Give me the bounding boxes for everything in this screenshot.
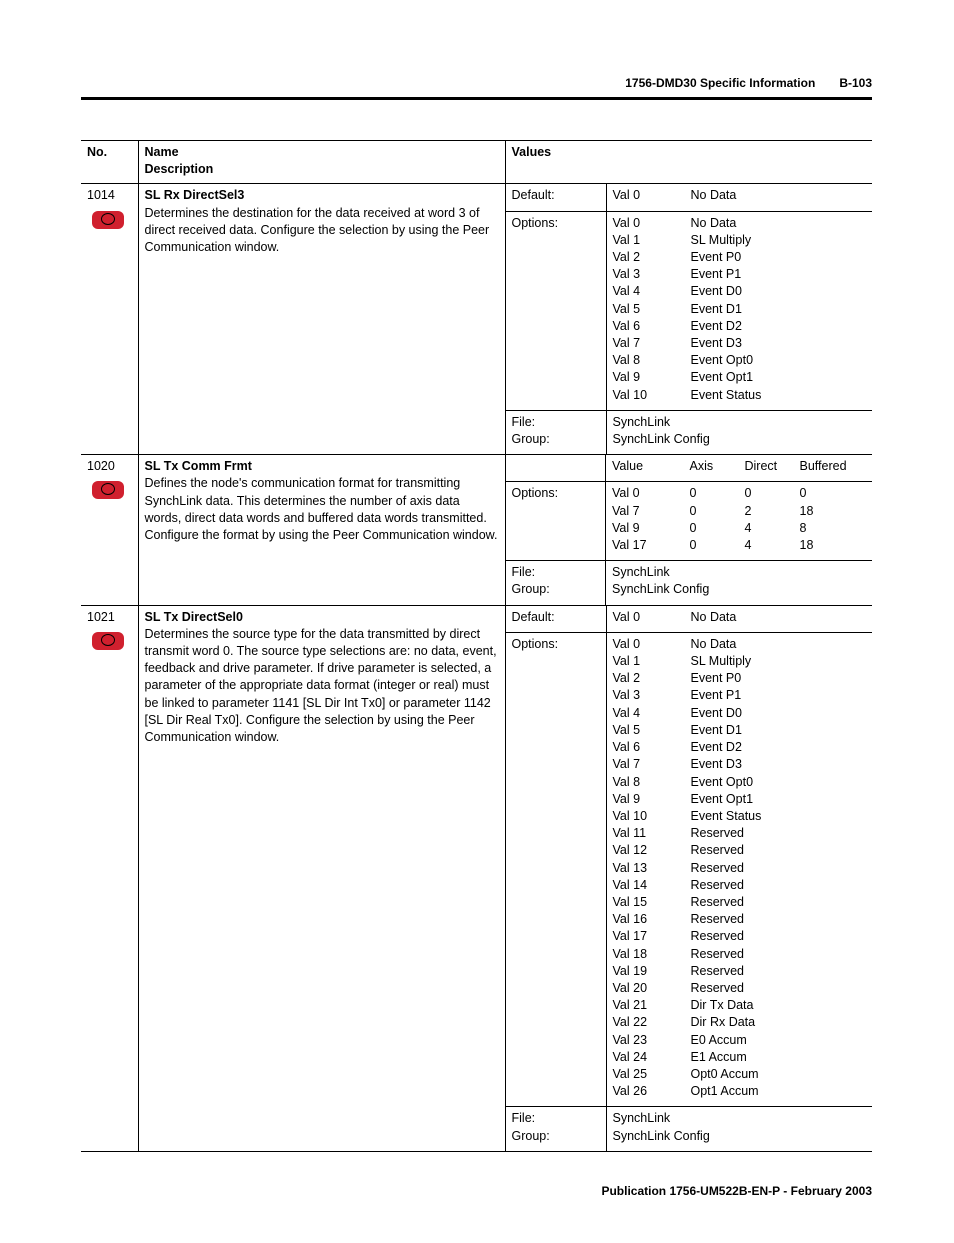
- list-item: Event Opt0: [690, 774, 754, 789]
- list-item: Val 2: [612, 250, 641, 265]
- format-direct: [739, 482, 794, 561]
- format-cell-value: Val 7: [612, 503, 640, 518]
- list-item: Val 4: [612, 284, 641, 299]
- list-item: Val 5: [612, 722, 641, 737]
- list-item: Val 0: [612, 636, 641, 651]
- list-item: Opt1 Accum: [690, 1084, 759, 1099]
- options-values: [606, 211, 685, 410]
- list-item: Val 3: [612, 688, 641, 703]
- options-row: [506, 482, 873, 561]
- list-item: Event D0: [690, 284, 742, 299]
- list-item: Val 22: [612, 1015, 648, 1030]
- format-cell-direct: 4: [744, 538, 752, 553]
- group-value: SynchLink Config: [612, 582, 710, 597]
- hdr-value: Value: [606, 455, 684, 482]
- list-item: Val 12: [612, 843, 648, 858]
- list-item: Event D3: [690, 757, 742, 772]
- format-cell-value: Val 17: [612, 538, 647, 553]
- list-item: Event P1: [690, 267, 742, 282]
- list-item: Opt0 Accum: [690, 1066, 759, 1081]
- file-label: File:: [511, 414, 536, 429]
- table-row: [81, 605, 872, 1151]
- list-item: Val 20: [612, 980, 648, 995]
- list-item: E1 Accum: [690, 1049, 747, 1064]
- list-item: Val 18: [612, 946, 648, 961]
- format-cell-axis: 0: [689, 503, 697, 518]
- list-item: Dir Rx Data: [690, 1015, 756, 1030]
- group-label: Group:: [511, 1128, 550, 1143]
- header-rule: [81, 97, 872, 100]
- empty-label: [506, 455, 606, 482]
- default-text: No Data: [685, 184, 873, 211]
- options-texts: [685, 632, 873, 1106]
- param-values-cell: [505, 455, 872, 605]
- list-item: Val 16: [612, 912, 648, 927]
- list-item: Val 13: [612, 860, 648, 875]
- format-cell-direct: 0: [744, 486, 752, 501]
- list-item: Reserved: [690, 912, 744, 927]
- publication-footer: Publication 1756-UM522B-EN-P - February 2003: [601, 1184, 872, 1198]
- format-cell-buffered: 18: [799, 503, 814, 518]
- group-label: Group:: [511, 582, 550, 597]
- list-item: Event D3: [690, 336, 742, 351]
- param-name: SL Tx Comm Frmt: [144, 459, 252, 474]
- list-item: Event D0: [690, 705, 742, 720]
- format-cell-value: Val 9: [612, 520, 640, 535]
- list-item: Val 15: [612, 894, 648, 909]
- options-label: Options:: [506, 482, 606, 561]
- format-cell-buffered: 18: [799, 538, 814, 553]
- list-item: Reserved: [690, 963, 744, 978]
- default-label: Default:: [506, 184, 607, 211]
- param-name: SL Rx DirectSel3: [144, 188, 245, 203]
- list-item: Val 21: [612, 998, 648, 1013]
- format-cell-axis: 0: [689, 538, 697, 553]
- param-no-cell: [81, 605, 138, 1151]
- options-values: [606, 632, 685, 1106]
- list-item: SL Multiply: [690, 654, 752, 669]
- default-value: Val 0: [606, 184, 685, 211]
- list-item: E0 Accum: [690, 1032, 747, 1047]
- hdr-buffered: Buffered: [794, 455, 873, 482]
- file-group-row: [506, 561, 873, 605]
- list-item: Dir Tx Data: [690, 998, 754, 1013]
- format-cell-axis: 0: [689, 520, 697, 535]
- group-value: SynchLink Config: [612, 432, 710, 447]
- param-values-cell: [505, 184, 872, 455]
- file-label: File:: [511, 1111, 536, 1126]
- header-title: 1756-DMD30 Specific Information: [625, 76, 816, 90]
- param-name: SL Tx DirectSel0: [144, 609, 243, 624]
- hdr-direct: Direct: [739, 455, 794, 482]
- link-icon: [92, 481, 124, 499]
- list-item: Val 3: [612, 267, 641, 282]
- param-description: Determines the destination for the data received at word 3 of direct received data. Configure the selection by using the Peer Communication window.: [144, 205, 490, 255]
- param-description: Determines the source type for the data transmitted by direct transmit word 0. The source type selections are: no data, event, feedback and drive parameter. If drive parameter is selected, a parameter of the appropriate data format (integer or real) must be linked to parameter 1141 [SL Dir Int Tx0] or parameter 1142 [SL Dir Real Tx0]. Configure the selection by using the Peer Communication window.: [144, 626, 497, 745]
- list-item: Val 6: [612, 740, 641, 755]
- list-item: Val 11: [612, 826, 647, 841]
- group-label: Group:: [511, 432, 550, 447]
- values-table: [506, 455, 873, 604]
- running-header: [625, 76, 872, 90]
- list-item: Event P1: [690, 688, 742, 703]
- list-item: Val 9: [612, 791, 641, 806]
- list-item: Event Status: [690, 387, 762, 402]
- options-texts: [685, 211, 873, 410]
- list-item: Reserved: [690, 929, 744, 944]
- param-number: 1021: [87, 609, 115, 624]
- list-item: Reserved: [690, 877, 744, 892]
- file-group-row: [506, 1107, 873, 1151]
- list-item: Val 7: [612, 757, 641, 772]
- param-number: 1020: [87, 459, 115, 474]
- file-group-value: [606, 1107, 872, 1151]
- list-item: Val 17: [612, 929, 648, 944]
- parameter-table: [81, 140, 872, 1152]
- col-header-values: Values: [505, 141, 872, 184]
- default-row: [506, 184, 873, 211]
- list-item: Reserved: [690, 894, 744, 909]
- col-header-name: [138, 141, 505, 184]
- col-header-name-label: Name: [144, 145, 179, 159]
- list-item: Event D2: [690, 318, 742, 333]
- table-row: [81, 455, 872, 605]
- param-description: Defines the node's communication format for transmitting SynchLink data. This determines the number of axis data words, direct data words and buffered data words transmitted. Configure the format by using the Peer Communication window.: [144, 476, 498, 543]
- list-item: Val 10: [612, 387, 648, 402]
- file-group-label: [506, 561, 606, 605]
- format-header-row: [506, 455, 873, 482]
- list-item: No Data: [690, 636, 737, 651]
- list-item: Val 8: [612, 774, 641, 789]
- file-value: SynchLink: [612, 565, 670, 580]
- file-label: File:: [511, 565, 536, 580]
- values-table: [506, 606, 873, 1151]
- default-value: Val 0: [606, 606, 685, 633]
- list-item: Val 5: [612, 301, 641, 316]
- list-item: Val 25: [612, 1066, 648, 1081]
- format-cell-buffered: 8: [799, 520, 807, 535]
- format-values: [606, 482, 684, 561]
- list-item: Val 1: [612, 232, 641, 247]
- list-item: Event P0: [690, 250, 742, 265]
- list-item: Val 8: [612, 353, 641, 368]
- param-values-cell: [505, 605, 872, 1151]
- param-name-cell: [138, 455, 505, 605]
- list-item: Val 10: [612, 808, 648, 823]
- file-group-label: [506, 410, 607, 454]
- format-cell-direct: 2: [744, 503, 752, 518]
- list-item: Reserved: [690, 946, 744, 961]
- format-cell-direct: 4: [744, 520, 752, 535]
- default-label: Default:: [506, 606, 607, 633]
- list-item: Event D2: [690, 740, 742, 755]
- list-item: Reserved: [690, 826, 744, 841]
- col-header-description-label: Description: [144, 162, 214, 177]
- list-item: Event Status: [690, 808, 762, 823]
- format-cell-buffered: 0: [799, 486, 807, 501]
- param-name-cell: [138, 605, 505, 1151]
- list-item: Val 9: [612, 370, 641, 385]
- list-item: Event Opt1: [690, 791, 754, 806]
- options-label: Options:: [506, 211, 607, 410]
- link-icon: [92, 632, 124, 650]
- format-cell-axis: 0: [689, 486, 697, 501]
- list-item: Val 26: [612, 1084, 648, 1099]
- default-text: No Data: [685, 606, 873, 633]
- list-item: No Data: [690, 215, 737, 230]
- list-item: Val 6: [612, 318, 641, 333]
- list-item: Event D1: [690, 301, 742, 316]
- param-number: 1014: [87, 188, 115, 203]
- page-number: B-103: [839, 76, 872, 90]
- options-row: [506, 632, 873, 1106]
- list-item: Val 7: [612, 336, 641, 351]
- table-row: [81, 184, 872, 455]
- list-item: Val 4: [612, 705, 641, 720]
- list-item: Val 2: [612, 671, 641, 686]
- list-item: Event D1: [690, 722, 742, 737]
- param-no-cell: [81, 455, 138, 605]
- list-item: Reserved: [690, 843, 744, 858]
- file-group-value: [606, 410, 872, 454]
- col-header-no: No.: [81, 141, 138, 184]
- param-no-cell: [81, 184, 138, 455]
- format-cell-value: Val 0: [612, 486, 640, 501]
- list-item: Reserved: [690, 980, 744, 995]
- file-value: SynchLink: [612, 414, 671, 429]
- list-item: Event Opt1: [690, 370, 754, 385]
- list-item: Event Opt0: [690, 353, 754, 368]
- options-row: [506, 211, 873, 410]
- format-buffered: [794, 482, 873, 561]
- values-table: [506, 184, 873, 454]
- list-item: Val 0: [612, 215, 641, 230]
- list-item: Val 14: [612, 877, 648, 892]
- table-header-row: [81, 141, 872, 184]
- param-name-cell: [138, 184, 505, 455]
- default-row: [506, 606, 873, 633]
- list-item: Val 19: [612, 963, 648, 978]
- list-item: Reserved: [690, 860, 744, 875]
- list-item: Val 23: [612, 1032, 648, 1047]
- options-label: Options:: [506, 632, 607, 1106]
- file-group-label: [506, 1107, 607, 1151]
- format-axis: [684, 482, 739, 561]
- file-value: SynchLink: [612, 1111, 671, 1126]
- file-group-value: [606, 561, 873, 605]
- link-icon: [92, 211, 124, 229]
- list-item: Event P0: [690, 671, 742, 686]
- hdr-axis: Axis: [684, 455, 739, 482]
- group-value: SynchLink Config: [612, 1128, 710, 1143]
- list-item: Val 1: [612, 654, 641, 669]
- list-item: Val 24: [612, 1049, 648, 1064]
- list-item: SL Multiply: [690, 232, 752, 247]
- file-group-row: [506, 410, 873, 454]
